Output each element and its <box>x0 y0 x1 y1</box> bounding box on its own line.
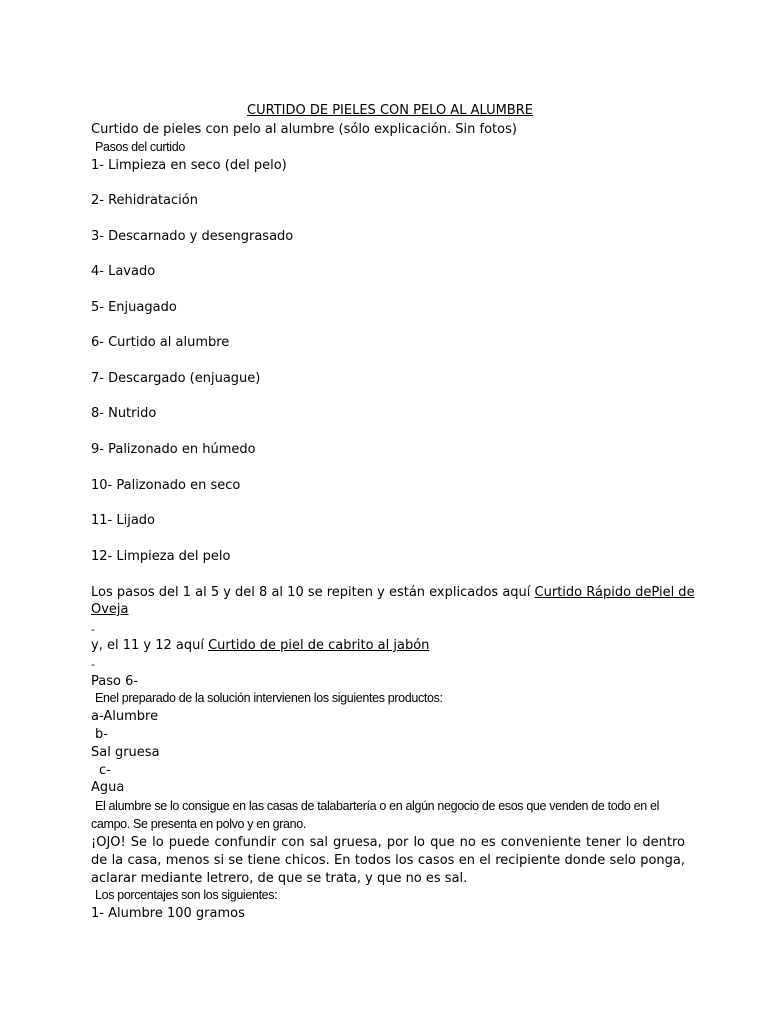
product-b-marker: b- <box>95 727 108 742</box>
products-intro: Enel preparado de la solución intervienen los siguientes productos: <box>95 691 443 705</box>
product-c-marker: c- <box>99 763 111 778</box>
ojo-warning-paragraph: ¡OJO! Se lo puede confundir con sal gruesa, por lo que no es conveniente tener lo dentro de la casa, menos si se tiene chicos. En todos los casos en el recipiente donde selo ponga, aclarar mediante letrero, de que se trata, y que no es sal. <box>91 835 685 886</box>
link-continuation <box>91 602 129 617</box>
step-item: 7- Descargado (enjuague) <box>91 371 261 386</box>
paragraph-pasos <box>91 585 695 600</box>
step-item: 6- Curtido al alumbre <box>91 335 230 350</box>
dash-separator: - <box>91 658 95 671</box>
paso-6-heading: Paso 6- <box>91 674 139 689</box>
step-item: 11- Lijado <box>91 513 156 528</box>
step-item: 2- Rehidratación <box>91 193 198 208</box>
step-item: 1- Limpieza en seco (del pelo) <box>91 158 287 173</box>
alumbre-paragraph-line-2: campo. Se presenta en polvo y en grano. <box>91 817 306 831</box>
dash-separator: - <box>91 623 95 636</box>
step-item: 5- Enjuagado <box>91 300 177 315</box>
step-item: 10- Palizonado en seco <box>91 478 241 493</box>
step-item: 8- Nutrido <box>91 406 157 421</box>
paragraph-cabrito <box>91 638 429 653</box>
product-a: a-Alumbre <box>91 709 159 724</box>
pasos-heading: Pasos del curtido <box>95 140 185 154</box>
step-item: 12- Limpieza del pelo <box>91 549 231 564</box>
link-curtido-cabrito[interactable]: Curtido de piel de cabrito al jabón <box>208 638 430 653</box>
document-title: CURTIDO DE PIELES CON PELO AL ALUMBRE <box>247 103 533 118</box>
product-c: Agua <box>91 780 125 795</box>
step-item: 9- Palizonado en húmedo <box>91 442 256 457</box>
alumbre-paragraph-line-1: El alumbre se lo consigue en las casas de talabartería o en algún negocio de esos que venden de todo en el <box>95 799 660 813</box>
link-curtido-rapido[interactable]: Curtido Rápido dePiel de <box>534 585 695 600</box>
porcentajes-heading: Los porcentajes son los siguientes: <box>95 888 278 902</box>
subtitle: Curtido de pieles con pelo al alumbre (sólo explicación. Sin fotos) <box>91 122 517 137</box>
paragraph-text: Los pasos del 1 al 5 y del 8 al 10 se repiten y están explicados aquí <box>91 585 535 600</box>
step-item: 4- Lavado <box>91 264 156 279</box>
product-b: Sal gruesa <box>91 745 160 760</box>
step-item: 3- Descarnado y desengrasado <box>91 229 294 244</box>
porcentaje-item: 1- Alumbre 100 gramos <box>91 906 245 921</box>
paragraph-text: y, el 11 y 12 aquí <box>91 638 209 653</box>
link-curtido-rapido-oveja[interactable]: Oveja <box>91 602 129 617</box>
